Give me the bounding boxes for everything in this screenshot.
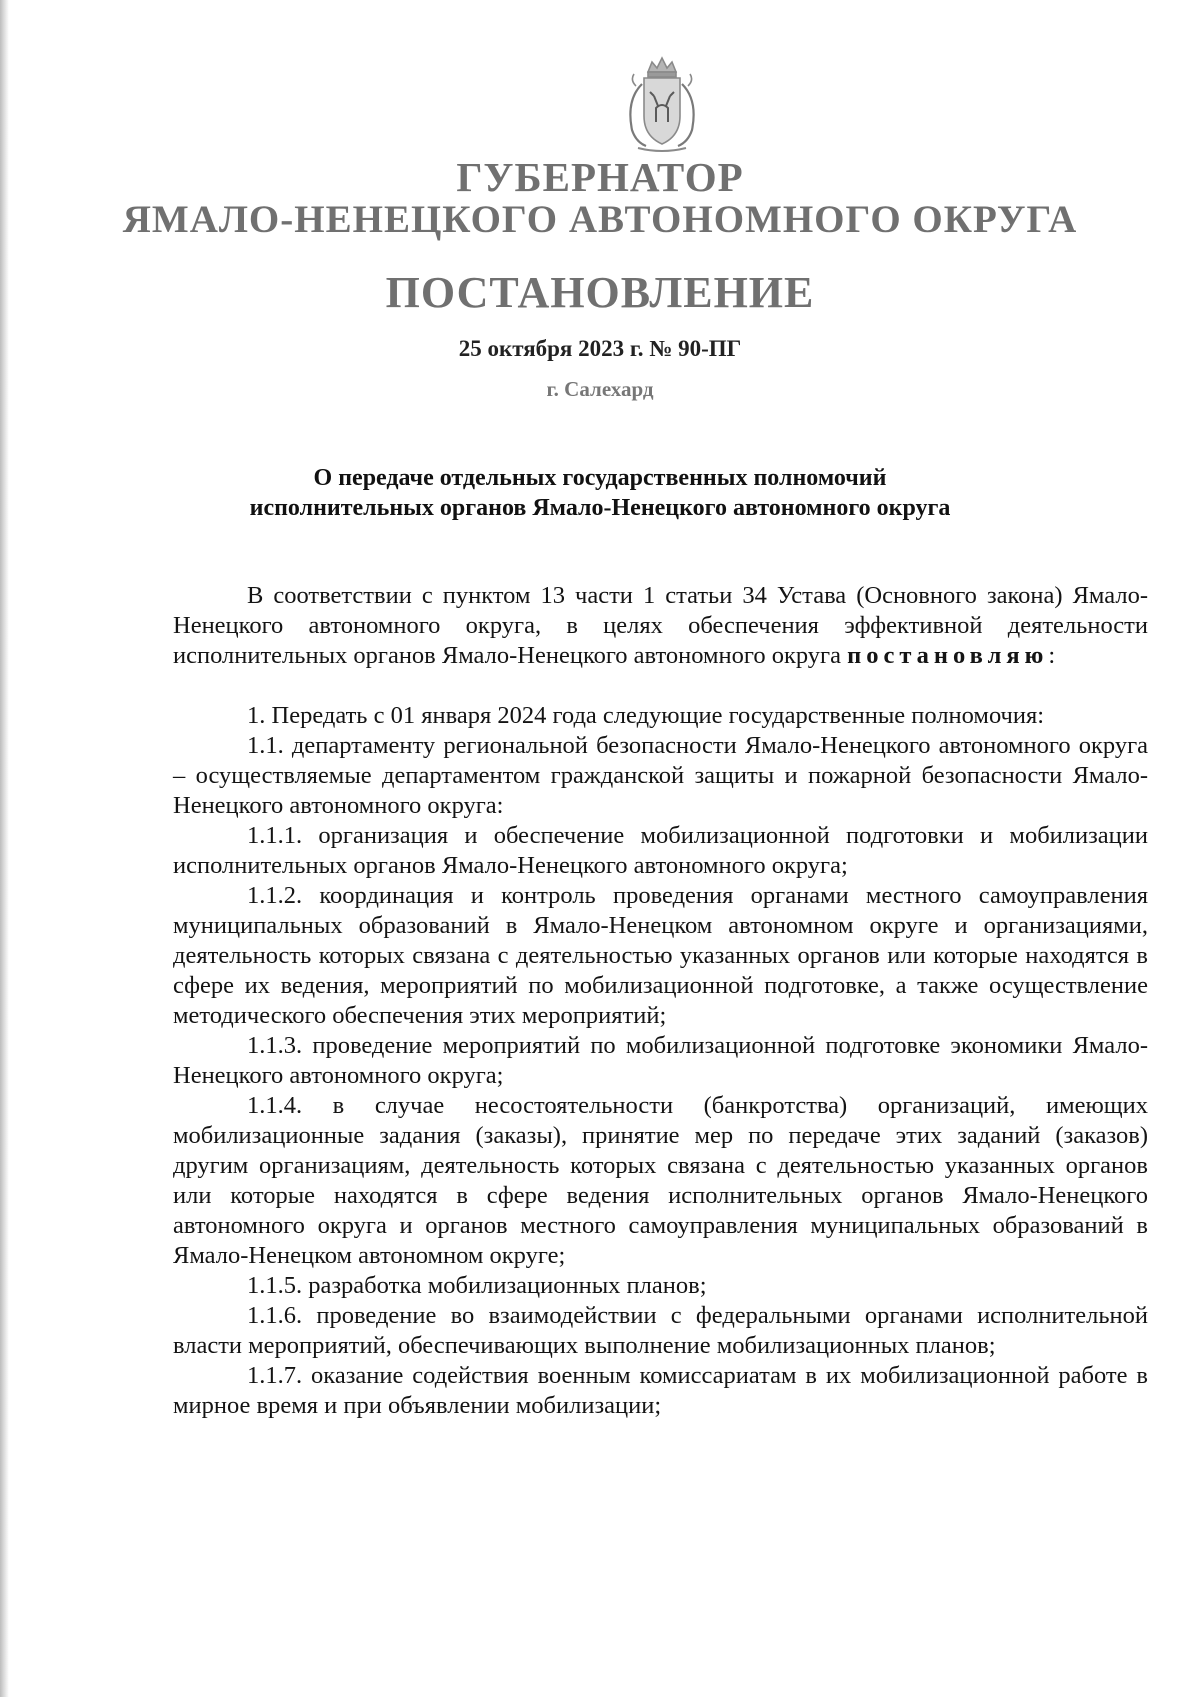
clause-1-1: 1.1. департаменту региональной безопасности Ямало-Ненецкого автономного округа – осуществляемые департаментом гражданской защиты и пожарной безопасности Ямало-Ненецкого автономного округа:: [173, 732, 1148, 819]
issuer-title: ГУБЕРНАТОР: [456, 154, 744, 200]
preamble-paragraph: [173, 581, 1148, 671]
clause-1-1-6: 1.1.6. проведение во взаимодействии с федеральными органами исполнительной власти мероприятий, обеспечивающих выполнение мобилизационных планов;: [173, 1302, 1148, 1359]
subject-line-1: О передаче отдельных государственных полномочий: [313, 465, 887, 491]
clause-1-1-7: 1.1.7. оказание содействия военным комиссариатам в их мобилизационной работе в мирное время и при объявлении мобилизации;: [173, 1362, 1148, 1419]
clause-1: 1. Передать с 01 января 2024 года следующие государственные полномочия:: [247, 702, 1045, 729]
clause-1-1-3: 1.1.3. проведение мероприятий по мобилизационной подготовке экономики Ямало-Ненецкого автономного округа;: [173, 1032, 1148, 1089]
document-type: ПОСТАНОВЛЕНИЕ: [385, 268, 815, 317]
clause-1-1-4: 1.1.4. в случае несостоятельности (банкротства) организаций, имеющих мобилизационные задания (заказы), принятие мер по передаче этих заданий (заказов) другим организациям, деятельность которых связана с деятельностью указанных органов или которые находятся в сфере ведения исполнительных органов Ямало-Ненецкого автономного округа и органов местного самоуправления муниципальных образований в Ямало-Ненецком автономном округе;: [173, 1092, 1148, 1269]
decree-punct: :: [1048, 642, 1056, 669]
preamble-text: В соответствии с пунктом 13 части 1 статьи 34 Устава (Основного закона) Ямало-Ненецкого автономного округа, в целях обеспечения эффективной деятельности исполнительных органов Ямало-Ненецкого автономного округа: [173, 582, 1148, 669]
clause-1-1-5: 1.1.5. разработка мобилизационных планов;: [247, 1272, 707, 1299]
document-date-number: 25 октября 2023 г. № 90-ПГ: [458, 336, 742, 361]
document-body: [173, 581, 1148, 1421]
issuer-region: ЯМАЛО-НЕНЕЦКОГО АВТОНОМНОГО ОКРУГА: [122, 198, 1078, 241]
clause-1-1-1: 1.1.1. организация и обеспечение мобилизационной подготовки и мобилизации исполнительных органов Ямало-Ненецкого автономного округа;: [173, 822, 1148, 879]
decree-word: постановляю: [847, 642, 1049, 669]
document-city: г. Салехард: [546, 377, 654, 401]
clause-1-1-2: 1.1.2. координация и контроль проведения органами местного самоуправления муниципальных образований в Ямало-Ненецком автономном округе и организациями, деятельность которых связана с деятельностью указанных органов или которые находятся в сфере их ведения, мероприятий по мобилизационной подготовке, а также осуществление методического обеспечения этих мероприятий;: [173, 882, 1148, 1029]
subject-line-2: исполнительных органов Ямало-Ненецкого автономного округа: [249, 495, 951, 521]
document-subject: [0, 463, 1200, 523]
yamal-coat-of-arms-icon: [618, 50, 706, 154]
